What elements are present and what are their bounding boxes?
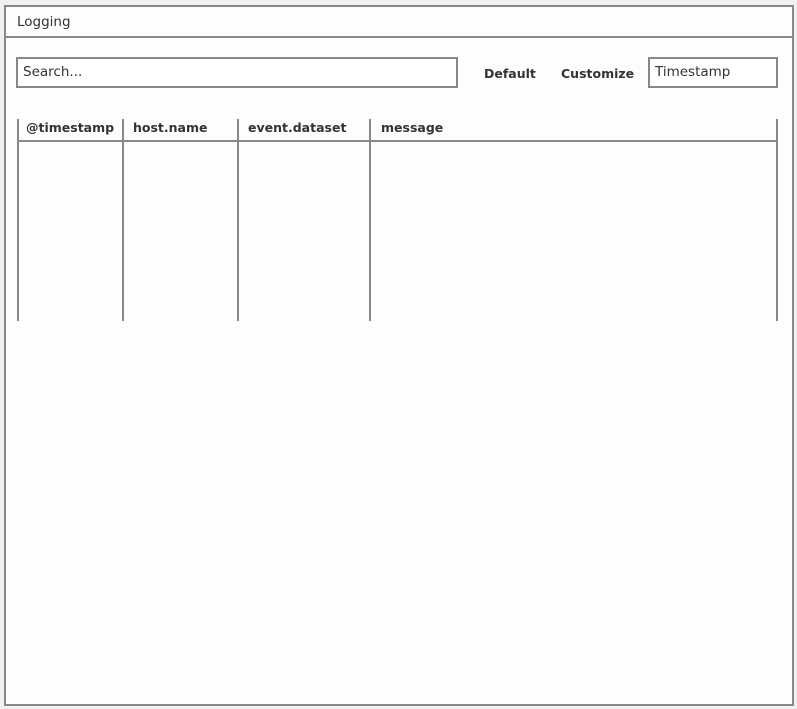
search-placeholder: Search... xyxy=(23,64,83,80)
column-divider[interactable] xyxy=(369,119,371,321)
window-title: Logging xyxy=(17,14,71,30)
title-bar xyxy=(6,7,792,38)
logging-window xyxy=(4,5,794,706)
column-divider[interactable] xyxy=(237,119,239,321)
table-border-left xyxy=(17,119,19,321)
column-divider[interactable] xyxy=(122,119,124,321)
log-table xyxy=(17,119,779,321)
column-header-event-dataset[interactable]: event.dataset xyxy=(248,120,347,135)
search-input[interactable] xyxy=(16,57,458,88)
sort-field-select[interactable] xyxy=(648,57,778,88)
column-header-timestamp[interactable]: @timestamp xyxy=(26,120,115,135)
sort-field-value: Timestamp xyxy=(655,64,731,80)
table-header-divider xyxy=(17,140,778,142)
column-header-message[interactable]: message xyxy=(381,120,444,135)
table-border-right xyxy=(776,119,778,321)
column-header-host-name[interactable]: host.name xyxy=(133,120,208,135)
customize-button[interactable]: Customize xyxy=(561,66,635,81)
default-button[interactable]: Default xyxy=(484,66,536,81)
